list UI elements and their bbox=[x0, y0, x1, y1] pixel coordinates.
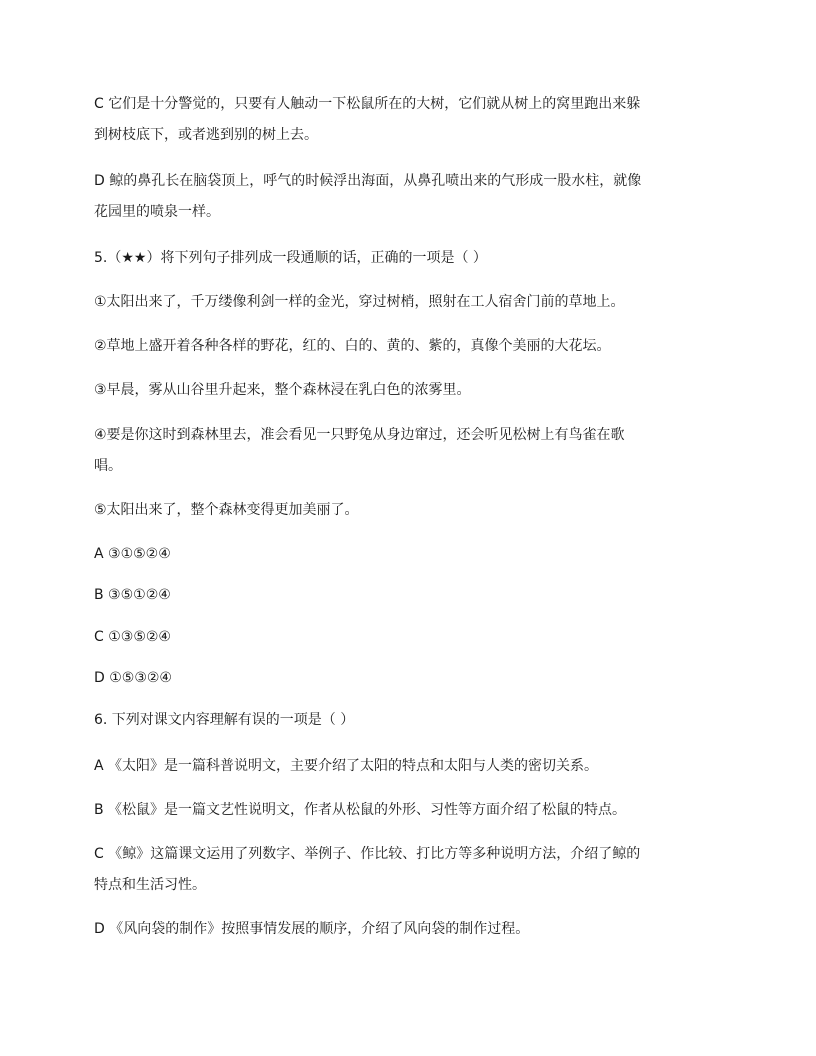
q6-option-a: A 《太阳》是一篇科普说明文，主要介绍了太阳的特点和太阳与人类的密切关系。 bbox=[94, 758, 599, 774]
q5-sentence-4-line1: ④要是你这时到森林里去，准会看见一只野兔从身边窜过，还会听见松树上有鸟雀在歌 bbox=[94, 427, 625, 443]
q4-option-d-line2: 花园里的喷泉一样。 bbox=[94, 204, 220, 220]
q6-option-b: B 《松鼠》是一篇文艺性说明文，作者从松鼠的外形、习性等方面介绍了松鼠的特点。 bbox=[94, 802, 627, 818]
q5-sentence-1: ①太阳出来了，千万缕像利剑一样的金光，穿过树梢，照射在工人宿舍门前的草地上。 bbox=[94, 294, 625, 310]
q5-sentence-5: ⑤太阳出来了，整个森林变得更加美丽了。 bbox=[94, 502, 359, 518]
q5-sentence-3: ③早晨，雾从山谷里升起来，整个森林浸在乳白色的浓雾里。 bbox=[94, 382, 471, 398]
q6-title: 6. 下列对课文内容理解有误的一项是（ ） bbox=[94, 712, 355, 728]
q5-option-b: B ③⑤①②④ bbox=[94, 587, 171, 603]
q6-option-c-line1: C 《鲸》这篇课文运用了列数字、举例子、作比较、打比方等多种说明方法，介绍了鲸的 bbox=[94, 846, 641, 862]
q5-option-d: D ①⑤③②④ bbox=[94, 670, 172, 686]
q5-sentence-4-line2: 唱。 bbox=[94, 458, 122, 474]
q4-option-d-line1: D 鲸的鼻孔长在脑袋顶上，呼气的时候浮出海面，从鼻孔喷出来的气形成一股水柱，就像 bbox=[94, 173, 642, 189]
q6-option-d: D 《风向袋的制作》按照事情发展的顺序，介绍了风向袋的制作过程。 bbox=[94, 921, 530, 937]
q6-option-c-line2: 特点和生活习性。 bbox=[94, 877, 206, 893]
q5-title: 5.（★★）将下列句子排列成一段通顺的话，正确的一项是（ ） bbox=[94, 250, 487, 266]
q5-sentence-2: ②草地上盛开着各种各样的野花，红的、白的、黄的、紫的，真像个美丽的大花坛。 bbox=[94, 338, 611, 354]
q5-option-a: A ③①⑤②④ bbox=[94, 546, 171, 562]
q4-option-c-line1: C 它们是十分警觉的，只要有人触动一下松鼠所在的大树，它们就从树上的窝里跑出来躲 bbox=[94, 96, 641, 112]
q4-option-c-line2: 到树枝底下，或者逃到别的树上去。 bbox=[94, 127, 318, 143]
q5-option-c: C ①③⑤②④ bbox=[94, 629, 171, 645]
